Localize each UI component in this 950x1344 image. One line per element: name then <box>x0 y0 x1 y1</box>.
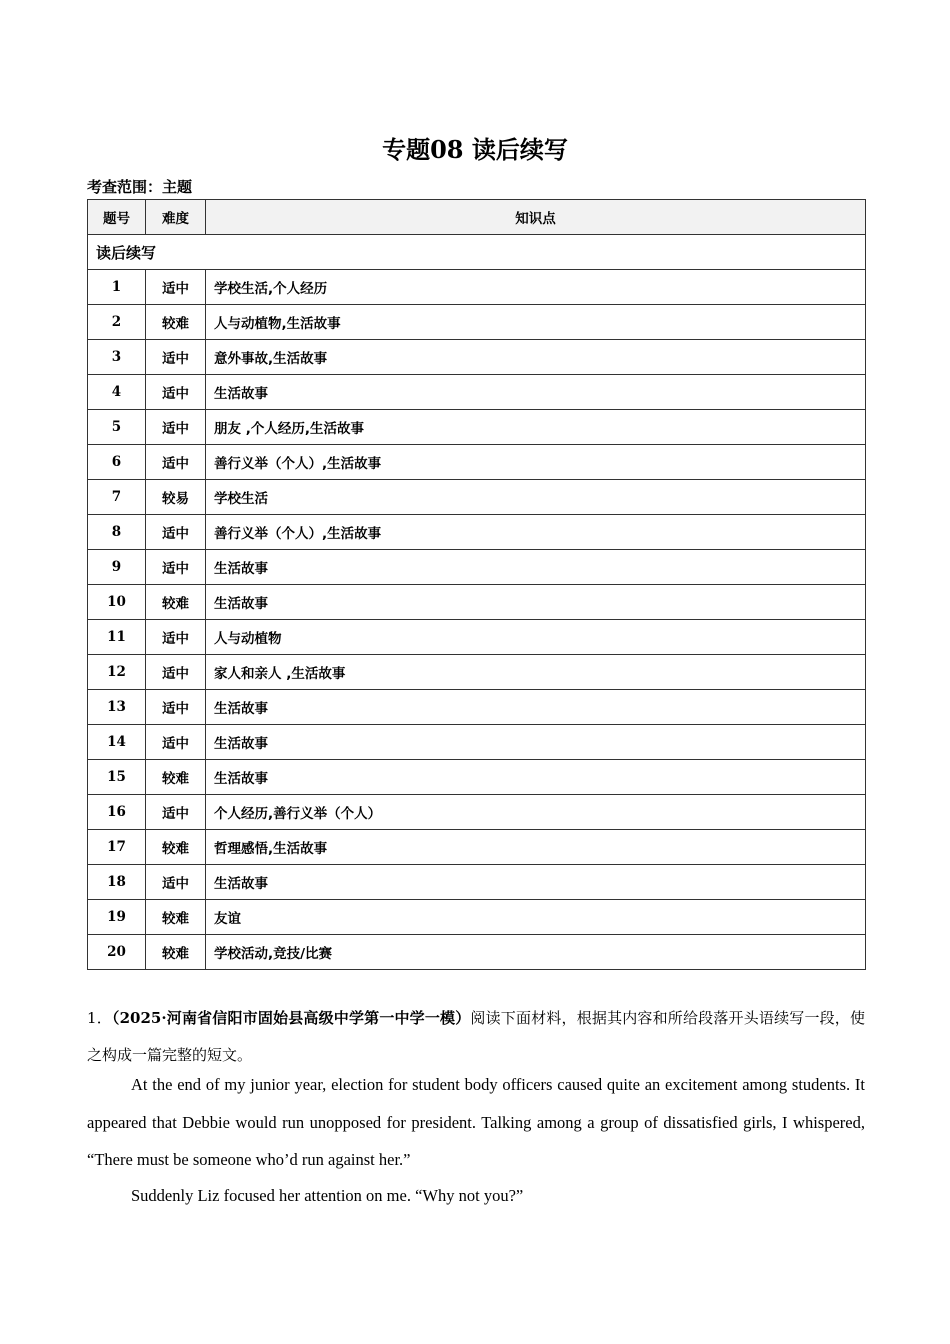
table-row <box>88 900 866 935</box>
row-difficulty: 较难 <box>146 830 206 865</box>
row-knowledge: 生活故事 <box>206 760 866 795</box>
row-knowledge: 生活故事 <box>206 865 866 900</box>
row-difficulty: 适中 <box>146 620 206 655</box>
row-knowledge: 意外事故,生活故事 <box>206 340 866 375</box>
table-row <box>88 270 866 305</box>
table-row <box>88 655 866 690</box>
table-row <box>88 515 866 550</box>
row-difficulty: 适中 <box>146 865 206 900</box>
knowledge-table <box>87 199 866 970</box>
table-row <box>88 340 866 375</box>
row-num: 14 <box>88 725 146 760</box>
row-knowledge: 哲理感悟,生活故事 <box>206 830 866 865</box>
row-knowledge: 生活故事 <box>206 585 866 620</box>
row-difficulty: 适中 <box>146 515 206 550</box>
table-row <box>88 795 866 830</box>
row-knowledge: 人与动植物 <box>206 620 866 655</box>
scope-label: 考查范围：主题 <box>87 178 193 196</box>
row-knowledge: 学校生活,个人经历 <box>206 270 866 305</box>
row-knowledge: 生活故事 <box>206 690 866 725</box>
row-knowledge: 生活故事 <box>206 375 866 410</box>
row-num: 10 <box>88 585 146 620</box>
row-knowledge: 善行义举（个人）,生活故事 <box>206 445 866 480</box>
row-num: 2 <box>88 305 146 340</box>
row-knowledge: 朋友 ,个人经历,生活故事 <box>206 410 866 445</box>
row-num: 9 <box>88 550 146 585</box>
table-row <box>88 935 866 970</box>
row-difficulty: 适中 <box>146 795 206 830</box>
table-row <box>88 445 866 480</box>
row-difficulty: 适中 <box>146 690 206 725</box>
row-num: 1 <box>88 270 146 305</box>
passage-paragraph-1: At the end of my junior year, election for student body officers caused quite an excitement among students. It appeared that Debbie would run unopposed for president. Talking among a group of dissatisfied girls, I whispered, “There must be someone who’d run against her.” <box>87 1075 865 1169</box>
header-knowledge: 知识点 <box>206 200 866 235</box>
table-row <box>88 830 866 865</box>
row-knowledge: 学校生活 <box>206 480 866 515</box>
row-num: 7 <box>88 480 146 515</box>
table-row <box>88 690 866 725</box>
table-row <box>88 725 866 760</box>
question-number: 1． <box>87 1009 112 1027</box>
row-difficulty: 适中 <box>146 445 206 480</box>
row-num: 18 <box>88 865 146 900</box>
row-num: 8 <box>88 515 146 550</box>
row-difficulty: 较难 <box>146 305 206 340</box>
row-num: 11 <box>88 620 146 655</box>
row-num: 20 <box>88 935 146 970</box>
row-knowledge: 生活故事 <box>206 725 866 760</box>
row-num: 4 <box>88 375 146 410</box>
row-difficulty: 适中 <box>146 655 206 690</box>
row-knowledge: 学校活动,竞技/比赛 <box>206 935 866 970</box>
row-knowledge: 人与动植物,生活故事 <box>206 305 866 340</box>
row-num: 17 <box>88 830 146 865</box>
row-knowledge: 友谊 <box>206 900 866 935</box>
question-intro <box>87 1000 865 1074</box>
page-title: 专题08 读后续写 <box>382 135 568 164</box>
section-label: 读后续写 <box>88 235 866 270</box>
row-difficulty: 较难 <box>146 585 206 620</box>
table-row <box>88 305 866 340</box>
row-knowledge: 生活故事 <box>206 550 866 585</box>
row-difficulty: 较易 <box>146 480 206 515</box>
row-num: 15 <box>88 760 146 795</box>
passage-paragraph-2: Suddenly Liz focused her attention on me. “Why not you?” <box>131 1186 524 1205</box>
header-num: 题号 <box>88 200 146 235</box>
row-difficulty: 较难 <box>146 900 206 935</box>
question-instruction: 阅读下面材料，根据其内容和所给段落开头语续写一段，使之构成一篇完整的短文。 <box>87 1009 865 1064</box>
row-difficulty: 较难 <box>146 760 206 795</box>
table-row <box>88 620 866 655</box>
table-row <box>88 585 866 620</box>
row-difficulty: 适中 <box>146 340 206 375</box>
table-row <box>88 550 866 585</box>
row-difficulty: 适中 <box>146 375 206 410</box>
table-row <box>88 760 866 795</box>
row-difficulty: 适中 <box>146 550 206 585</box>
row-knowledge: 善行义举（个人）,生活故事 <box>206 515 866 550</box>
row-num: 16 <box>88 795 146 830</box>
header-difficulty: 难度 <box>146 200 206 235</box>
question-source: （2025·河南省信阳市固始县高级中学第一中学一模） <box>111 1009 471 1027</box>
row-num: 13 <box>88 690 146 725</box>
table-row <box>88 375 866 410</box>
row-num: 12 <box>88 655 146 690</box>
row-difficulty: 适中 <box>146 410 206 445</box>
row-knowledge: 个人经历,善行义举（个人） <box>206 795 866 830</box>
row-num: 3 <box>88 340 146 375</box>
table-row <box>88 410 866 445</box>
section-row <box>88 235 866 270</box>
row-num: 5 <box>88 410 146 445</box>
row-difficulty: 适中 <box>146 270 206 305</box>
row-num: 6 <box>88 445 146 480</box>
table-header-row <box>88 200 866 235</box>
table-row <box>88 480 866 515</box>
row-num: 19 <box>88 900 146 935</box>
row-difficulty: 适中 <box>146 725 206 760</box>
table-row <box>88 865 866 900</box>
row-difficulty: 较难 <box>146 935 206 970</box>
row-knowledge: 家人和亲人 ,生活故事 <box>206 655 866 690</box>
